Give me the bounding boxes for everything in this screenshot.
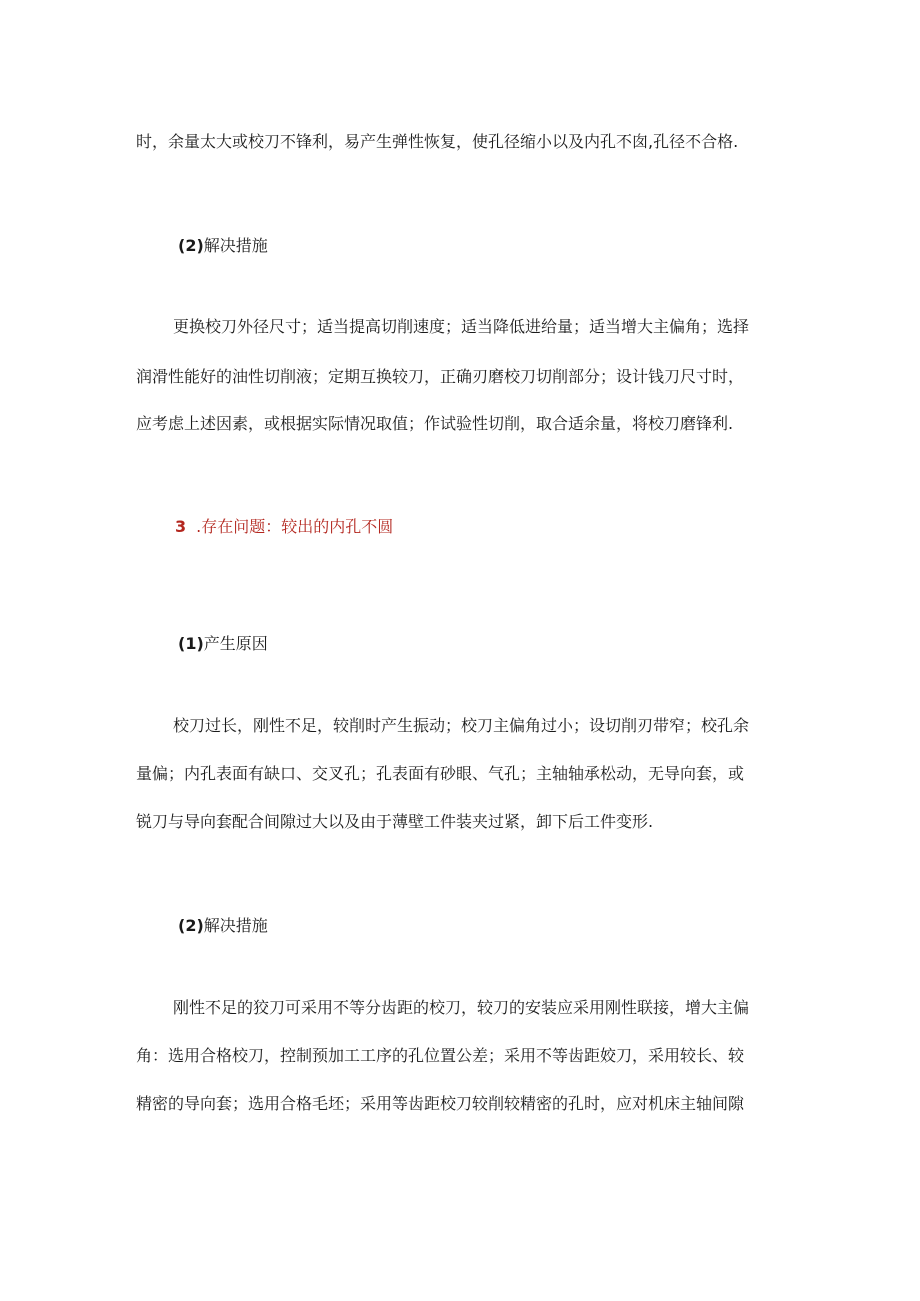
- paragraph-line: 精密的导向套；选用合格毛坯；采用等齿距校刀较削较精密的孔时，应对机床主轴间隙: [136, 1094, 745, 1113]
- subheading-solutions: [178, 916, 268, 936]
- subheading-number: (2): [178, 916, 204, 935]
- section-title: .存在问题：较出的内孔不圆: [196, 517, 394, 536]
- subheading-solutions: [178, 236, 268, 256]
- subheading-text: 解决措施: [203, 236, 268, 255]
- subheading-number: (1): [178, 634, 204, 653]
- subheading-text: 解决措施: [203, 916, 268, 935]
- paragraph-line: 应考虑上述因素，或根据实际情况取值；作试验性切削，取合适余量，将校刀磨锋利.: [136, 414, 734, 433]
- section-heading: [175, 517, 393, 537]
- paragraph-line: 时，余量太大或校刀不锋利，易产生弹性恢复，使孔径缩小以及内孔不囱,孔径不合格.: [136, 132, 739, 151]
- paragraph-line: 更换校刀外径尺寸；适当提高切削速度；适当降低进给量；适当增大主偏角；选择: [173, 317, 750, 336]
- subheading-number: (2): [178, 236, 204, 255]
- paragraph-line: 量偏；内孔表面有缺口、交叉孔；孔表面有砂眼、气孔；主轴轴承松动，无导向套，或: [136, 764, 745, 783]
- paragraph-line: 角：选用合格校刀，控制预加工工序的孔位置公差；采用不等齿距姣刀，采用较长、较: [136, 1046, 745, 1065]
- paragraph-line: 锐刀与导向套配合间隙过大以及由于薄壁工件装夹过紧，卸下后工件变形.: [136, 812, 654, 831]
- paragraph-line: 刚性不足的狡刀可采用不等分齿距的校刀，较刀的安装应采用刚性联接，增大主偏: [173, 998, 750, 1017]
- paragraph-line: 校刀过长，刚性不足，较削时产生振动；校刀主偏角过小；设切削刃带窄；校孔余: [173, 716, 750, 735]
- paragraph-line: 润滑性能好的油性切削液；定期互换较刀，正确刃磨校刀切削部分；设计钱刀尺寸时，: [136, 367, 745, 386]
- subheading-text: 产生原因: [203, 634, 268, 653]
- subheading-causes: [178, 634, 268, 654]
- section-number: 3: [175, 517, 187, 536]
